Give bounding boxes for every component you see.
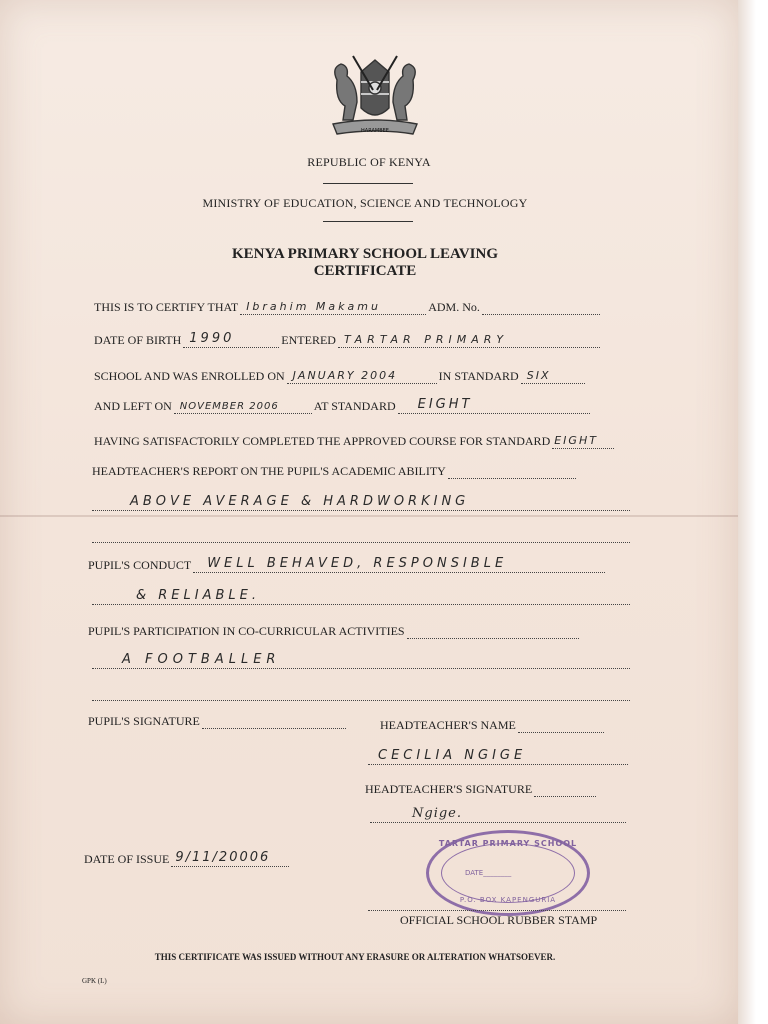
report-row [92,464,578,479]
left-row [94,399,592,414]
report-field: ABOVE AVERAGE & HARDWORKING [92,496,630,511]
standard-in-label: IN STANDARD [438,369,519,383]
certify-label: THIS IS TO CERTIFY THAT [94,300,239,314]
conduct-label: PUPIL'S CONDUCT [88,558,192,572]
paper-fold [0,515,738,517]
head-name-row [380,718,606,733]
cocurricular-dots [407,626,579,639]
conduct-row [88,558,607,573]
head-signature-row [365,782,598,797]
dob-label: DATE OF BIRTH [94,333,182,347]
conduct-field: WELL BEHAVED, RESPONSIBLE [193,560,605,573]
ministry-heading: MINISTRY OF EDUCATION, SCIENCE AND TECHNOLOGY [202,196,528,210]
divider [323,183,413,184]
conduct-field-2: & RELIABLE. [92,590,630,605]
completed-label: HAVING SATISFACTORILY COMPLETED THE APPROVED COURSE FOR STANDARD [94,434,551,448]
stamp-label: OFFICIAL SCHOOL RUBBER STAMP [400,913,598,927]
pupil-name-field: Ibrahim Makamu [240,302,426,315]
pupil-signature-row [88,714,348,729]
at-standard-field: EIGHT [398,401,590,414]
scan-edge [738,0,768,1024]
republic-heading: REPUBLIC OF KENYA [307,155,431,169]
left-label: AND LEFT ON [94,399,172,413]
report-dots [448,466,576,479]
head-name-label: HEADTEACHER'S NAME [380,718,516,732]
issue-label: DATE OF ISSUE [84,852,170,866]
issue-row [84,852,291,867]
head-signature-dots [534,784,596,797]
pupil-signature-field [202,716,346,729]
at-standard-label: AT STANDARD [313,399,396,413]
stamp-line [368,896,626,911]
entered-field: TARTAR PRIMARY [338,335,600,348]
pupil-signature-label: PUPIL'S SIGNATURE [88,714,200,728]
issuance-notice: THIS CERTIFICATE WAS ISSUED WITHOUT ANY ERASURE OR ALTERATION WHATSOEVER. [154,952,556,962]
head-signature-field: Ngige. [370,808,626,823]
adm-label: ADM. No. [428,300,480,314]
left-field: NOVEMBER 2006 [174,401,312,414]
name-row [94,300,602,315]
dob-field: 1990 [183,335,279,348]
head-name-dots [518,720,604,733]
dob-row [94,333,602,348]
standard-in-field: SIX [521,371,585,384]
completed-field: EIGHT [552,436,614,449]
issue-field: 9/11/20006 [171,854,289,867]
report-field-extra [92,528,630,543]
cocurricular-field: A FOOTBALLER [92,654,630,669]
divider [323,221,413,222]
enrolled-label: SCHOOL AND WAS ENROLLED ON [94,369,285,383]
stamp-school-name: TARTAR PRIMARY SCHOOL [438,839,578,848]
head-name-field: CECILIA NGIGE [368,750,628,765]
printer-code: GPK (L) [82,977,107,985]
cocurricular-row [88,624,581,639]
stamp-date: DATE________ [465,869,512,877]
adm-field [482,302,600,315]
cocurricular-label: PUPIL'S PARTICIPATION IN CO-CURRICULAR ACTIVITIES [88,624,405,638]
certificate-title: KENYA PRIMARY SCHOOL LEAVING CERTIFICATE [231,246,499,279]
head-signature-label: HEADTEACHER'S SIGNATURE [365,782,533,796]
cocurricular-field-extra [92,686,630,701]
svg-text:HARAMBEE: HARAMBEE [361,128,389,134]
enrolled-row [94,369,587,384]
stamp-address: P.O. BOX KAPENGURIA [459,896,557,904]
enrolled-field: JANUARY 2004 [287,371,437,384]
entered-label: ENTERED [281,333,336,347]
coat-of-arms-icon [323,50,427,140]
completed-row [94,434,616,449]
report-label: HEADTEACHER'S REPORT ON THE PUPIL'S ACADEMIC ABILITY [92,464,446,478]
